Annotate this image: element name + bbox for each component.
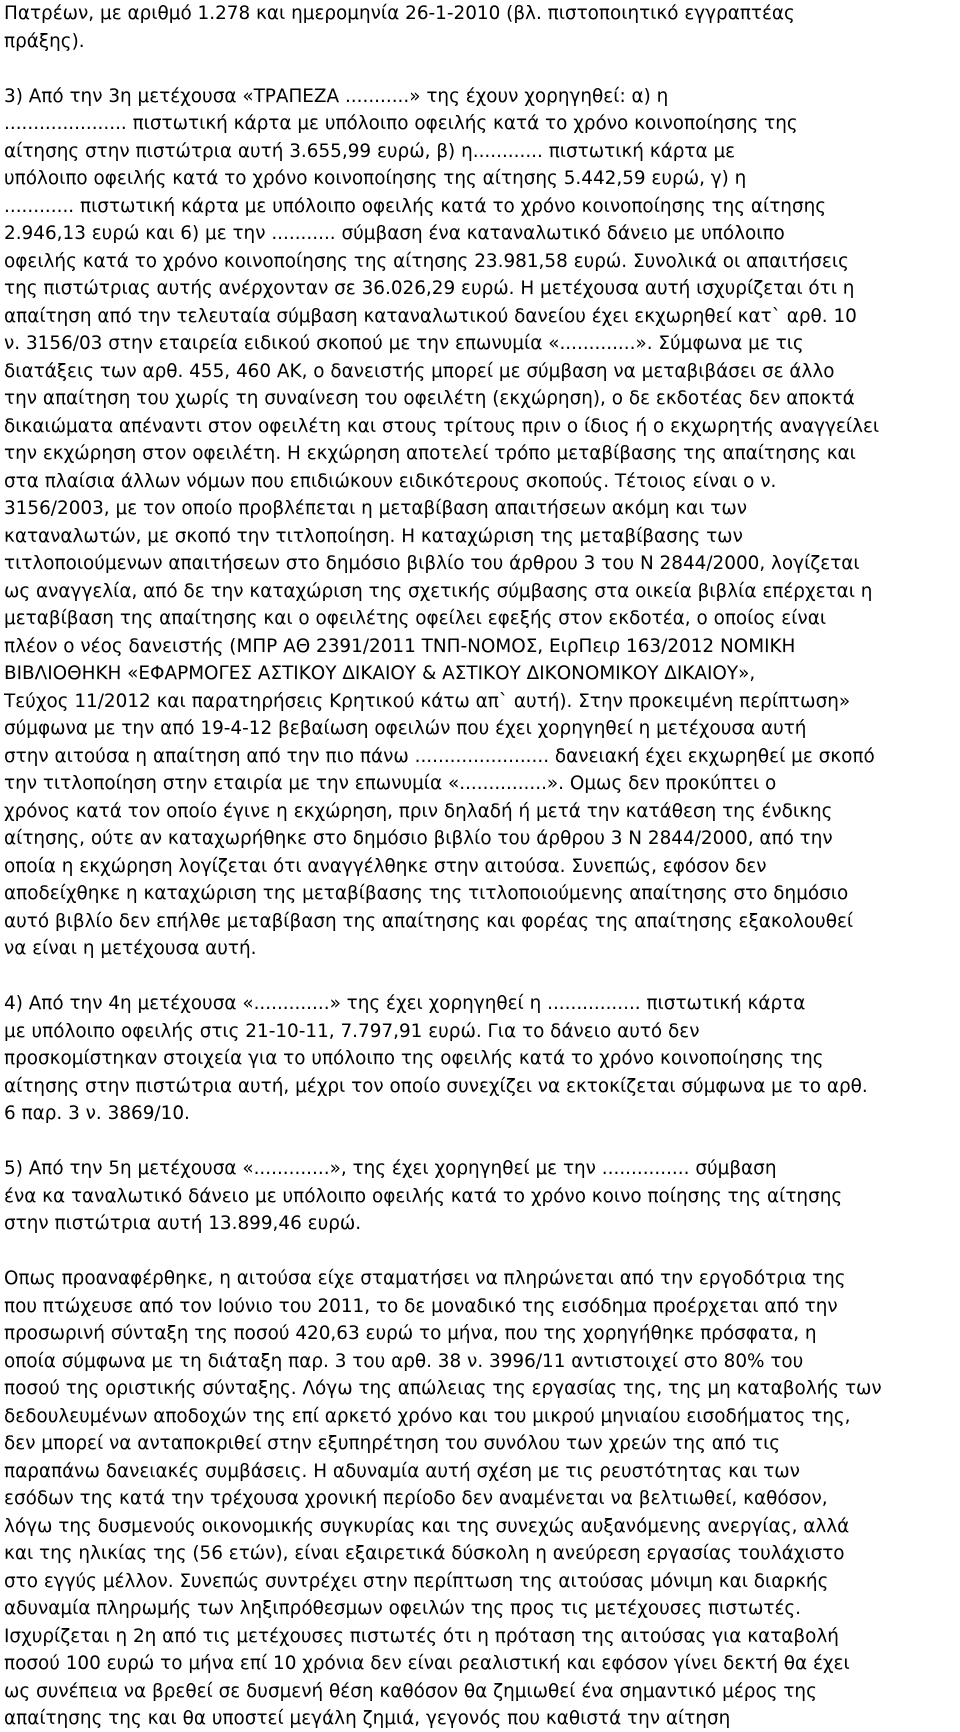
- text-line: με υπόλοιπο οφειλής στις 21-10-11, 7.797,91 ευρώ. Για το δάνειο αυτό δεν: [4, 1020, 700, 1042]
- text-line: της πιστώτριας αυτής ανέρχονταν σε 36.026,29 ευρώ. Η μετέχουσα αυτή ισχυρίζεται ότι η: [4, 278, 855, 299]
- text-line: Οπως προαναφέρθηκε, η αιτούσα είχε σταματήσει να πληρώνεται από την εργοδότρια της: [4, 1268, 846, 1289]
- text-line: που πτώχευσε από τον Ιούνιο του 2011, το δε μοναδικό της εισόδημα προέρχεται από την: [4, 1295, 838, 1317]
- text-line: προσωρινή σύνταξη της ποσού 420,63 ευρώ το μήνα, που της χορηγήθηκε πρόσφατα, η: [4, 1323, 817, 1344]
- text-line: την απαίτηση του χωρίς τη συναίνεση του οφειλέτη (εκχώρηση), ο δε εκδοτέας δεν αποκτά: [4, 388, 855, 409]
- text-line: δεν μπορεί να ανταποκριθεί στην εξυπηρέτηση του συνόλου των χρεών της από τις: [4, 1433, 781, 1454]
- text-line: αίτησης στην πιστώτρια αυτή, μέχρι τον οποίο συνεχίζει να εκτοκίζεται σύμφωνα με το αρθ.: [4, 1075, 868, 1097]
- text-line: προσκομίστηκαν στοιχεία για το υπόλοιπο της οφειλής κατά το χρόνο κοινοποίησης της: [4, 1048, 824, 1069]
- text-line: αποδείχθηκε η καταχώριση της μεταβίβασης της τιτλοποιούμενης απαίτησης στο δημόσιο: [4, 883, 849, 904]
- text-line: ένα κα ταναλωτικό δάνειο με υπόλοιπο οφειλής κατά το χρόνο κοινο ποίησης της αίτησης: [4, 1185, 843, 1207]
- text-line: οφειλής κατά το χρόνο κοινοποίησης της αίτησης 23.981,58 ευρώ. Συνολικά οι απαιτήσεις: [4, 250, 849, 272]
- text-line: 5) Από την 5η μετέχουσα «.............», της έχει χορηγηθεί με την ............... σύμβαση: [4, 1158, 777, 1179]
- text-line: παραπάνω δανειακές συμβάσεις. Η αδυναμία αυτή σχέση με τις ρευστότητας και των: [4, 1460, 800, 1482]
- text-line: 6 παρ. 3 ν. 3869/10.: [4, 1103, 190, 1124]
- text-line: την εκχώρηση στον οφειλέτη. Η εκχώρηση αποτελεί τρόπο μεταβίβασης της απαίτησης και: [4, 443, 856, 464]
- text-line: αδυναμία πληρωμής των ληξιπρόθεσμων οφειλών της προς τις μετέχουσες πιστωτές.: [4, 1598, 802, 1619]
- text-line: ποσού 100 ευρώ το μήνα επί 10 χρόνια δεν είναι ρεαλιστική και εφόσον γίνει δεκτή θα έχει: [4, 1653, 850, 1674]
- text-line: πλέον ο νέος δανειστής (ΜΠΡ ΑΘ 2391/2011 ΤΝΠ-ΝΟΜΟΣ, ΕιρΠειρ 163/2012 ΝΟΜΙΚΗ: [4, 635, 796, 657]
- text-line: πράξης).: [4, 30, 85, 52]
- text-line: 4) Από την 4η μετέχουσα «.............» της έχει χορηγηθεί η ................ πιστωτική κάρτα: [4, 993, 806, 1014]
- text-line: στα πλαίσια άλλων νόμων που επιδιώκουν ειδικότερους σκοπούς. Τέτοιος είναι ο ν.: [4, 470, 777, 492]
- text-line: αίτησης, ούτε αν καταχωρήθηκε στο δημόσιο βιβλίο του άρθρου 3 Ν 2844/2000, από την: [4, 828, 833, 849]
- text-line: εσόδων της κατά την τρέχουσα χρονική περίοδο δεν αναμένεται να βελτιωθεί, καθόσον,: [4, 1488, 828, 1509]
- text-line: 3156/2003, με τον οποίο προβλέπεται η μεταβίβαση απαιτήσεων ακόμη και των: [4, 498, 748, 519]
- text-line: στην πιστώτρια αυτή 13.899,46 ευρώ.: [4, 1213, 362, 1234]
- text-line: υπόλοιπο οφειλής κατά το χρόνο κοινοποίησης της αίτησης 5.442,59 ευρώ, γ) η: [4, 168, 747, 189]
- text-line: ..................... πιστωτική κάρτα με υπόλοιπο οφειλής κατά το χρόνο κοινοποίησης της: [4, 113, 798, 134]
- text-line: ν. 3156/03 στην εταιρεία ειδικού σκοπού με την επωνυμία «.............». Σύμφωνα με τις: [4, 333, 804, 354]
- text-line: οποία η εκχώρηση λογίζεται ότι αναγγέλθηκε στην αιτούσα. Συνεπώς, εφόσον δεν: [4, 855, 767, 877]
- text-line: αίτησης στην πιστώτρια αυτή 3.655,99 ευρώ, β) η............ πιστωτική κάρτα με: [4, 140, 736, 162]
- text-line: χρόνος κατά τον οποίο έγινε η εκχώρηση, πριν δηλαδή ή μετά την κατάθεση της ένδικης: [4, 800, 833, 822]
- text-line: σύμφωνα με την από 19-4-12 βεβαίωση οφειλών που έχει χορηγηθεί η μετέχουσα αυτή: [4, 718, 807, 739]
- text-line: δικαιώματα απέναντι στον οφειλέτη και στους τρίτους πριν ο ίδιος ή ο εκχωρητής αναγγείλει: [4, 415, 880, 437]
- text-line: 3) Από την 3η μετέχουσα «ΤΡΑΠΕΖΑ ...........» της έχουν χορηγηθεί: α) η: [4, 85, 669, 107]
- document-page: [4, 0, 954, 1729]
- text-line: ως συνέπεια να βρεθεί σε δυσμενή θέση καθόσον θα ζημιωθεί ένα σημαντικό μέρος της: [4, 1680, 817, 1702]
- text-line: ως αναγγελία, από δε την καταχώριση της σχετικής σύμβασης στα οικεία βιβλία επέρχεται η: [4, 580, 873, 602]
- text-line: οποία σύμφωνα με τη διάταξη παρ. 3 του αρθ. 38 ν. 3996/11 αντιστοιχεί στο 80% του: [4, 1350, 804, 1372]
- text-line: και της ηλικίας της (56 ετών), είναι εξαιρετικά δύσκολη η ανεύρεση εργασίας τουλάχιστο: [4, 1543, 845, 1564]
- text-line: Τεύχος 11/2012 και παρατηρήσεις Κρητικού κάτω απ` αυτή). Στην προκειμένη περίπτωση»: [4, 690, 851, 712]
- text-line: διατάξεις των αρθ. 455, 460 ΑΚ, ο δανειστής μπορεί με σύμβαση να μεταβιβάσει σε άλλο: [4, 360, 835, 382]
- text-line: Ισχυρίζεται η 2η από τις μετέχουσες πιστωτές ότι η πρόταση της αιτούσας για καταβολή: [4, 1625, 839, 1647]
- text-line: απαίτηση από την τελευταία σύμβαση καταναλωτικού δανείου έχει εκχωρηθεί κατ` αρθ. 10: [4, 305, 857, 327]
- text-line: στην αιτούσα η απαίτηση από την πιο πάνω ....................... δανειακή έχει εκχωρηθεί με σκοπό: [4, 745, 875, 767]
- text-line: ............ πιστωτική κάρτα με υπόλοιπο οφειλής κατά το χρόνο κοινοποίησης της αίτησης: [4, 195, 827, 217]
- text-line: ΒΙΒΛΙΟΘΗΚΗ «ΕΦΑΡΜΟΓΕΣ ΑΣΤΙΚΟΥ ΔΙΚΑΙΟΥ & ΑΣΤΙΚΟΥ ΔΙΚΟΝΟΜΙΚΟΥ ΔΙΚΑΙΟΥ»,: [4, 663, 756, 684]
- text-line: ποσού της οριστικής σύνταξης. Λόγω της απώλειας της εργασίας της, της μη καταβολής των: [4, 1378, 882, 1399]
- text-line: αυτό βιβλίο δεν επήλθε μεταβίβαση της απαίτησης και φορέας της απαίτησης εξακολουθεί: [4, 910, 854, 932]
- text-line: λόγω της δυσμενούς οικονομικής συγκυρίας και της συνεχώς αυξανόμενης ανεργίας, αλλά: [4, 1515, 850, 1537]
- text-line: δεδουλευμένων αποδοχών της επί αρκετό χρόνο και του μικρού μηνιαίου εισοδήματος της,: [4, 1405, 851, 1427]
- text-line: 2.946,13 ευρώ και 6) με την ........... σύμβαση ένα καταναλωτικό δάνειο με υπόλοιπο: [4, 223, 785, 244]
- text-line: τιτλοποιούμενων απαιτήσεων στο δημόσιο βιβλίο του άρθρου 3 του Ν 2844/2000, λογίζεται: [4, 553, 860, 574]
- text-line: μεταβίβαση της απαίτησης και ο οφειλέτης οφείλει εφεξής στον εκδοτέα, ο οποίος είναι: [4, 608, 827, 629]
- text-line: να είναι η μετέχουσα αυτή.: [4, 938, 257, 959]
- text-line: απαίτησης της και θα υποστεί μεγάλη ζημιά, γεγονός που καθιστά την αίτηση: [4, 1708, 731, 1729]
- text-line: καταναλωτών, με σκοπό την τιτλοποίηση. Η καταχώριση της μεταβίβασης των: [4, 525, 743, 547]
- text-line: Πατρέων, με αριθμό 1.278 και ημερομηνία 26-1-2010 (βλ. πιστοποιητικό εγγραπτέας: [4, 3, 795, 24]
- text-line: την τιτλοποίηση στην εταιρία με την επωνυμία «...............». Ομως δεν προκύπτει ο: [4, 773, 777, 794]
- text-line: στο εγγύς μέλλον. Συνεπώς συντρέχει στην περίπτωση της αιτούσας μόνιμη και διαρκής: [4, 1570, 829, 1592]
